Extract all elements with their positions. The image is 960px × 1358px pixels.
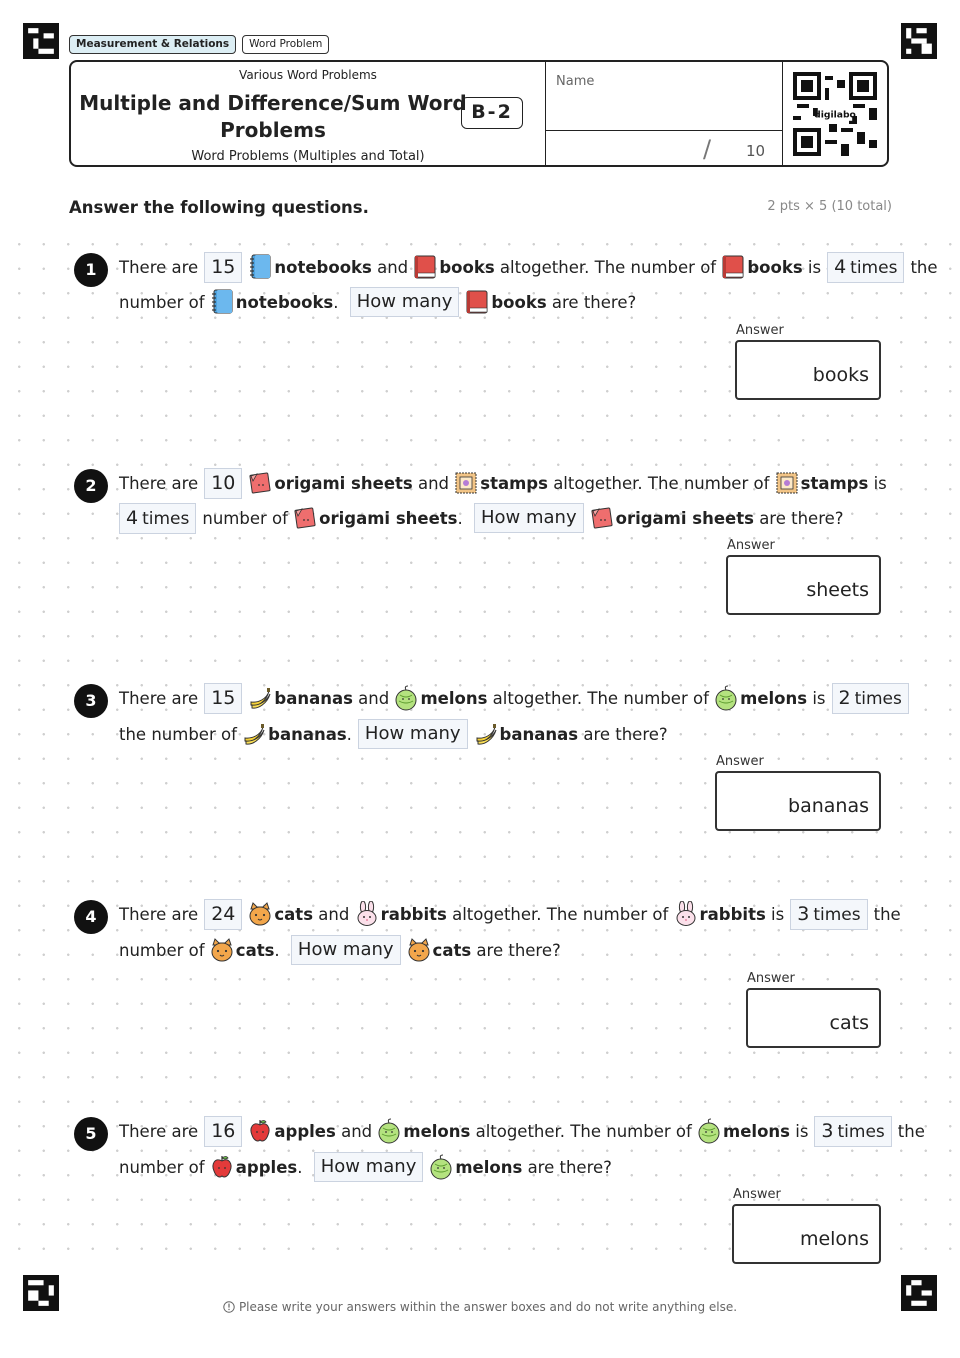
item-b-label: melons (723, 1121, 790, 1141)
question-line-1 (119, 1114, 925, 1148)
total-count: 10 (211, 471, 236, 494)
origami-icon (248, 470, 272, 496)
answer-unit: books (812, 364, 869, 386)
total-count: 15 (211, 686, 236, 709)
question-number: 5 (74, 1117, 108, 1151)
times-box (832, 683, 909, 714)
question-line-1 (119, 250, 938, 284)
item-b-label: books (491, 292, 547, 312)
item-a-label: apples (274, 1121, 336, 1141)
question-line-1 (119, 681, 915, 715)
item-a-label: cats (235, 940, 275, 960)
times-word: times (142, 508, 190, 529)
how-many-box (350, 287, 460, 317)
question-number: 4 (74, 900, 108, 934)
times-word: times (813, 904, 861, 925)
melon-icon (377, 1118, 401, 1144)
instructions: Answer the following questions. (69, 198, 369, 217)
is-text: is (771, 904, 785, 924)
is-text: is (873, 473, 887, 493)
total-count: 15 (211, 255, 236, 278)
origami-icon (293, 505, 317, 531)
total-count: 24 (211, 902, 236, 925)
answer-box[interactable] (735, 340, 881, 400)
total-count-box (204, 1116, 242, 1147)
times-word: times (837, 1121, 885, 1142)
item-b-label: stamps (800, 473, 869, 493)
apple-icon (210, 1154, 234, 1180)
item-a-label: cats (432, 940, 472, 960)
item-b-label: rabbits (699, 904, 766, 924)
worksheet-topic: Word Problems (Multiples and Total) (191, 149, 425, 164)
book-icon (721, 254, 745, 280)
answer-box[interactable] (732, 1204, 881, 1264)
total-count-box (204, 683, 242, 714)
there-are-text: There are (119, 688, 199, 708)
how-many-text: How many (364, 723, 461, 744)
answer-box[interactable] (715, 771, 881, 831)
item-b-label: melons (420, 688, 488, 708)
qr-label: digilabo (814, 109, 856, 121)
how-many-text: How many (320, 1156, 417, 1177)
how-many-box (474, 503, 584, 533)
and-text: and (341, 1121, 373, 1141)
total-count-box (204, 468, 242, 499)
cat-icon (407, 937, 431, 963)
cat-icon (248, 901, 272, 927)
rabbit-icon (355, 901, 379, 927)
name-score-area (545, 62, 783, 165)
item-a-label: origami sheets (615, 508, 754, 528)
question-line-2: the number of bananas . How many bananas are there? (119, 717, 668, 751)
item-b-label: books (747, 257, 803, 277)
answer-label: Answer (736, 323, 784, 338)
times-box (790, 899, 867, 930)
question-line-2: 4 times number of origami sheets . How many origami sheets are there? (119, 501, 844, 535)
worksheet-header (69, 60, 889, 167)
melon-icon (394, 685, 418, 711)
altogether-text: altogether. The number of (492, 688, 709, 708)
are-there-text: are there? (583, 724, 668, 744)
answer-unit: cats (829, 1012, 869, 1034)
stamp-icon (775, 470, 799, 496)
question-number: 3 (74, 684, 108, 718)
the-text: the (910, 257, 938, 277)
item-a-label: origami sheets (274, 473, 413, 493)
category-tags (69, 35, 329, 54)
how-many-text: How many (356, 291, 453, 312)
how-many-box (314, 1152, 424, 1182)
times-word: times (850, 257, 898, 278)
title-area (71, 62, 545, 165)
answer-label: Answer (733, 1187, 781, 1202)
item-a-label: origami sheets (319, 508, 458, 528)
item-a-label: notebooks (235, 292, 334, 312)
times-word: times (854, 688, 902, 709)
there-are-text: There are (119, 257, 199, 277)
total-count-box (204, 899, 242, 930)
answer-unit: sheets (806, 579, 869, 601)
corner-marker-top-left (23, 23, 59, 59)
and-text: and (377, 257, 409, 277)
altogether-text: altogether. The number of (475, 1121, 692, 1141)
times-value: 3 (797, 902, 810, 925)
is-text: is (807, 257, 822, 277)
notebook-icon (248, 254, 272, 280)
is-text: is (795, 1121, 809, 1141)
item-a-label: cats (274, 904, 314, 924)
melon-icon (429, 1154, 453, 1180)
worksheet-subtitle: Various Word Problems (239, 68, 377, 82)
total-count-box (204, 252, 242, 283)
times-box (119, 503, 196, 534)
worksheet-code: B-2 (461, 97, 523, 129)
qr-code-icon (793, 72, 877, 156)
banana-icon (242, 721, 266, 747)
stamp-icon (454, 470, 478, 496)
times-value: 4 (834, 255, 847, 278)
the-text: the (119, 724, 147, 744)
item-b-label: melons (740, 688, 808, 708)
item-b-label: stamps (480, 473, 548, 493)
and-text: and (318, 904, 350, 924)
times-value: 2 (838, 686, 851, 709)
times-value: 3 (821, 1119, 834, 1142)
melon-icon (714, 685, 738, 711)
there-are-text: There are (119, 904, 199, 924)
how-many-box (291, 935, 401, 965)
origami-icon (590, 505, 614, 531)
times-box (827, 252, 904, 283)
item-b-label: melons (403, 1121, 471, 1141)
category-tag: Measurement & Relations (69, 35, 236, 54)
item-a-label: bananas (274, 688, 353, 708)
number-of-text: number of (202, 508, 288, 528)
apple-icon (248, 1118, 272, 1144)
altogether-text: altogether. The number of (499, 257, 717, 277)
points-info: 2 pts × 5 (10 total) (767, 199, 892, 214)
answer-label: Answer (727, 538, 775, 553)
rabbit-icon (674, 901, 698, 927)
number-of-text: number of (119, 1157, 205, 1177)
item-a-label: apples (235, 1157, 298, 1177)
times-box (814, 1116, 891, 1147)
altogether-text: altogether. The number of (452, 904, 669, 924)
question-number: 1 (74, 253, 108, 287)
there-are-text: There are (119, 1121, 199, 1141)
item-b-label: melons (455, 1157, 523, 1177)
footer-note-text: Please write your answers within the answer boxes and do not write anything else. (238, 1300, 738, 1314)
number-of-text: number of (119, 292, 205, 312)
item-b-label: rabbits (380, 904, 447, 924)
question-line-2: number of apples . How many melons are there? (119, 1150, 612, 1184)
are-there-text: are there? (759, 508, 844, 528)
item-a-label: notebooks (274, 257, 372, 277)
and-text: and (358, 688, 390, 708)
is-text: is (812, 688, 826, 708)
answer-box[interactable] (726, 555, 881, 615)
banana-icon (474, 721, 498, 747)
how-many-text: How many (480, 507, 577, 528)
book-icon (413, 254, 437, 280)
banana-icon (248, 685, 272, 711)
total-count: 16 (211, 1119, 236, 1142)
answer-unit: melons (799, 1228, 869, 1250)
question-line-1 (119, 466, 887, 500)
melon-icon (697, 1118, 721, 1144)
answer-label: Answer (716, 754, 764, 769)
corner-marker-top-right (901, 23, 937, 59)
number-of-text: number of (119, 940, 205, 960)
question-line-2: number of notebooks . How many books are there? (119, 285, 636, 319)
name-label: Name (556, 74, 595, 89)
the-text: the (873, 904, 901, 924)
worksheet-title: Multiple and Difference/Sum Word Problems (79, 91, 467, 142)
name-divider (546, 130, 782, 131)
question-line-1 (119, 897, 901, 931)
are-there-text: are there? (527, 1157, 612, 1177)
notebook-icon (210, 289, 234, 315)
footer-note (0, 1300, 960, 1314)
there-are-text: There are (119, 473, 199, 493)
how-many-text: How many (297, 939, 394, 960)
answer-label: Answer (747, 971, 795, 986)
are-there-text: are there? (476, 940, 561, 960)
score-total: 10 (746, 142, 766, 160)
cat-icon (210, 937, 234, 963)
item-b-label: books (439, 257, 495, 277)
question-number: 2 (74, 469, 108, 503)
item-a-label: bananas (268, 724, 347, 744)
answer-unit: bananas (788, 795, 869, 817)
info-icon (223, 1301, 235, 1313)
item-a-label: bananas (499, 724, 579, 744)
times-value: 4 (126, 506, 139, 529)
the-text: the (897, 1121, 925, 1141)
book-icon (465, 289, 489, 315)
score-slash: / (703, 135, 712, 163)
type-tag: Word Problem (242, 35, 329, 54)
how-many-box (358, 719, 468, 749)
number-of-text: number of (151, 724, 237, 744)
and-text: and (417, 473, 450, 493)
answer-box[interactable] (746, 988, 881, 1048)
are-there-text: are there? (551, 292, 637, 312)
altogether-text: altogether. The number of (553, 473, 770, 493)
question-line-2: number of cats . How many cats are there? (119, 933, 561, 967)
